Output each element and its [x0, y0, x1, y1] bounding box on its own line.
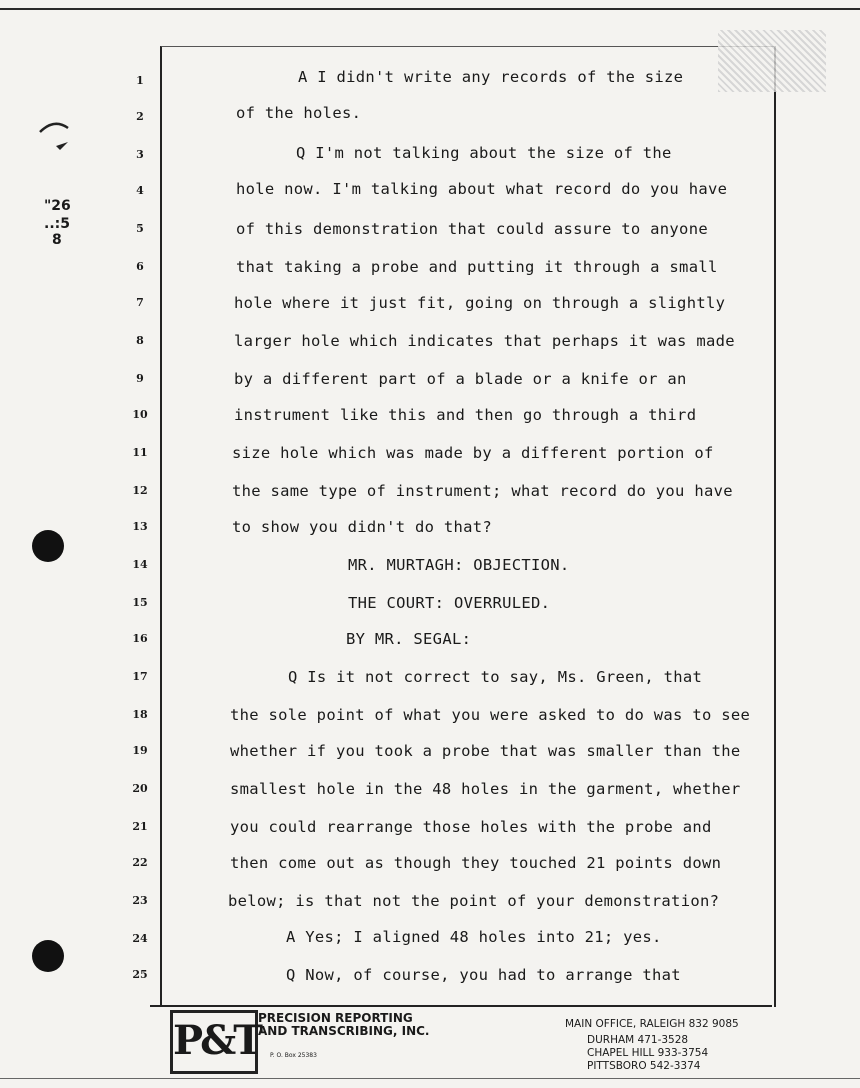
- line-number: 3: [136, 148, 144, 161]
- bottom-edge-rule: [0, 1078, 860, 1079]
- transcript-line: by a different part of a blade or a knife or an: [234, 370, 687, 388]
- reporter-footer: [170, 1010, 770, 1084]
- transcript-line: hole where it just fit, going on through a slightly: [234, 294, 726, 312]
- transcript-line: you could rearrange those holes with the probe and: [230, 818, 712, 836]
- transcript-line: A Yes; I aligned 48 holes into 21; yes.: [286, 928, 662, 946]
- company-name-line-2: AND TRANSCRIBING, INC.: [258, 1024, 430, 1038]
- transcript-line: hole now. I'm talking about what record do you have: [236, 180, 728, 198]
- line-number: 22: [132, 856, 148, 869]
- pittsboro-phone: PITTSBORO 542-3374: [587, 1060, 701, 1072]
- transcript-line: of the holes.: [236, 104, 362, 122]
- margin-note-3: 8: [52, 232, 62, 248]
- line-number: 15: [132, 596, 148, 609]
- curved-mark-icon: [38, 118, 72, 156]
- transcript-line: Q I'm not talking about the size of the: [296, 144, 672, 162]
- line-number: 13: [132, 520, 148, 533]
- corner-scan-noise: [718, 30, 826, 92]
- transcript-line: MR. MURTAGH: OBJECTION.: [348, 556, 570, 574]
- company-name-line-1: PRECISION REPORTING: [258, 1011, 413, 1025]
- company-name: [258, 1012, 430, 1038]
- line-number: 21: [132, 820, 148, 833]
- main-office-phone: MAIN OFFICE, RALEIGH 832 9085: [565, 1018, 739, 1030]
- punch-hole-bottom: [32, 940, 64, 972]
- line-number: 5: [136, 222, 144, 235]
- transcript-line: THE COURT: OVERRULED.: [348, 594, 551, 612]
- margin-note-1: "26: [44, 198, 71, 214]
- line-number: 1: [136, 74, 144, 87]
- transcript-line: larger hole which indicates that perhaps it was made: [234, 332, 735, 350]
- transcript-line: BY MR. SEGAL:: [346, 630, 472, 648]
- transcript-line: that taking a probe and putting it through a small: [236, 258, 718, 276]
- line-number: 6: [136, 260, 144, 273]
- line-number: 23: [132, 894, 148, 907]
- line-number: 11: [132, 446, 148, 459]
- transcript-line: smallest hole in the 48 holes in the garment, whether: [230, 780, 741, 798]
- transcript-line: to show you didn't do that?: [232, 518, 493, 536]
- line-number: 16: [132, 632, 148, 645]
- po-box: P. O. Box 25383: [270, 1052, 317, 1059]
- transcript-line: the same type of instrument; what record do you have: [232, 482, 733, 500]
- line-number: 4: [136, 184, 144, 197]
- company-logo: P&T: [170, 1010, 258, 1074]
- transcript-line: instrument like this and then go through a third: [234, 406, 697, 424]
- transcript-line: the sole point of what you were asked to do was to see: [230, 706, 751, 724]
- frame-bottom-rule: [150, 1005, 772, 1007]
- line-number: 24: [132, 932, 148, 945]
- line-number: 17: [132, 670, 148, 683]
- transcript-line: size hole which was made by a different portion of: [232, 444, 714, 462]
- line-number: 7: [136, 296, 144, 309]
- line-number: 8: [136, 334, 144, 347]
- transcript-line: of this demonstration that could assure to anyone: [236, 220, 708, 238]
- line-number: 12: [132, 484, 148, 497]
- line-number: 18: [132, 708, 148, 721]
- transcript-line: then come out as though they touched 21 points down: [230, 854, 722, 872]
- line-number: 9: [136, 372, 144, 385]
- transcript-line: A I didn't write any records of the size: [298, 68, 684, 86]
- line-number: 20: [132, 782, 148, 795]
- transcript-line: Q Now, of course, you had to arrange that: [286, 966, 681, 984]
- margin-note-2: ..:5: [44, 216, 70, 232]
- line-number: 14: [132, 558, 148, 571]
- transcript-line: whether if you took a probe that was smaller than the: [230, 742, 741, 760]
- chapel-hill-phone: CHAPEL HILL 933-3754: [587, 1047, 709, 1059]
- line-number: 19: [132, 744, 148, 757]
- line-number: 10: [132, 408, 148, 421]
- transcript-line: below; is that not the point of your demonstration?: [228, 892, 720, 910]
- punch-hole-top: [32, 530, 64, 562]
- transcript-line: Q Is it not correct to say, Ms. Green, that: [288, 668, 703, 686]
- top-edge-rule: [0, 8, 860, 10]
- durham-phone: DURHAM 471-3528: [587, 1034, 689, 1046]
- line-number: 25: [132, 968, 148, 981]
- line-number: 2: [136, 110, 144, 123]
